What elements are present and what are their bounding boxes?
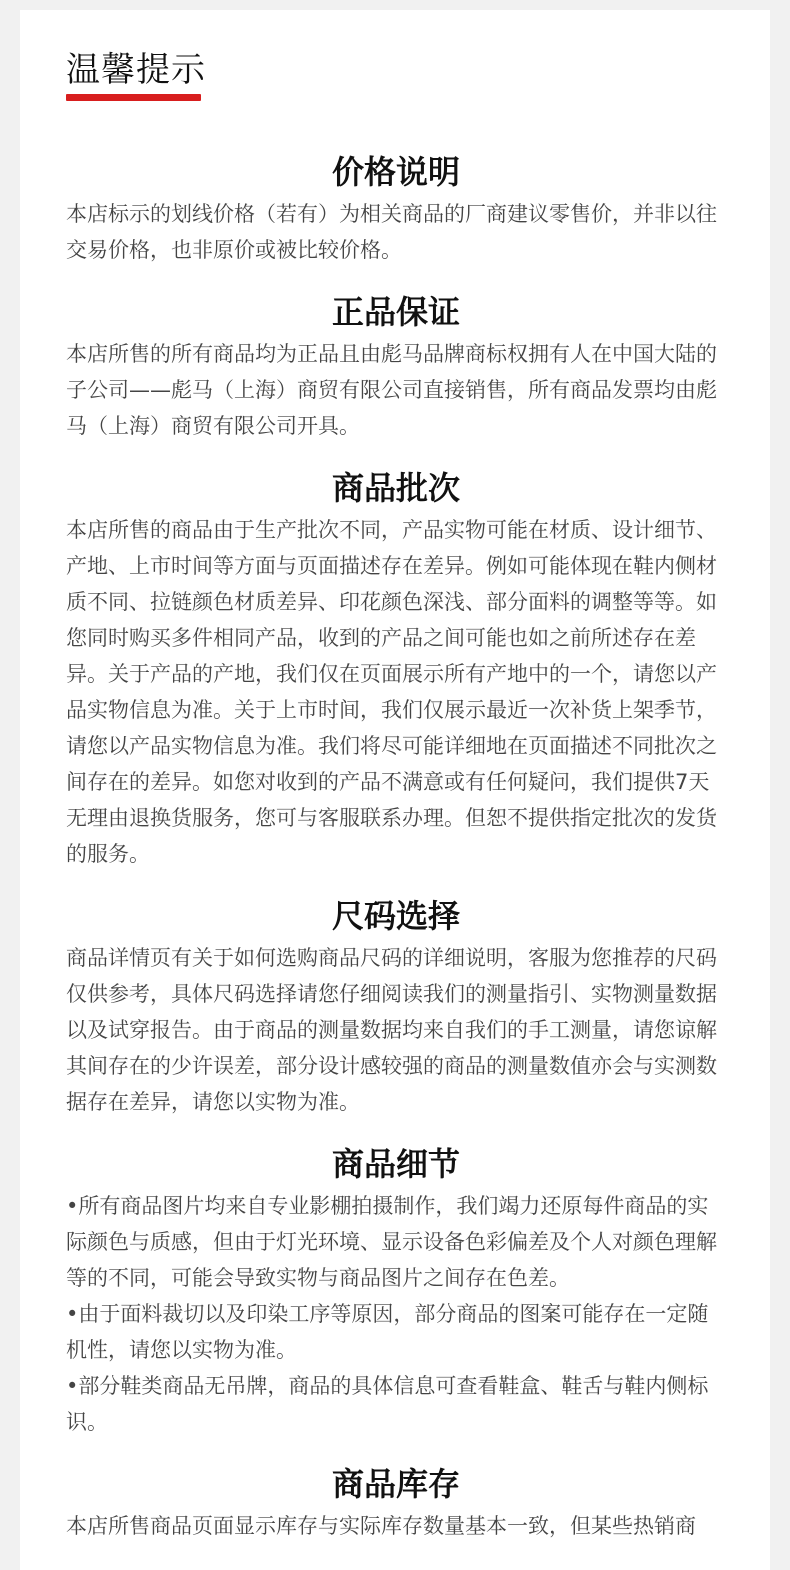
- section-batch: [66, 466, 726, 872]
- section-heading: 商品批次: [331, 469, 460, 507]
- section-heading: 价格说明: [331, 153, 460, 191]
- sections-container: [66, 150, 726, 1544]
- section-paragraph: 商品详情页有关于如何选购商品尺码的详细说明，客服为您推荐的尺码仅供参考，具体尺码选择请您仔细阅读我们的测量指引、实物测量数据以及试穿报告。由于商品的测量数据均来自我们的手工测量，请您谅解其间存在的少许误差，部分设计感较强的商品的测量数值亦会与实测数据存在差异，请您以实物为准。: [66, 946, 717, 1114]
- section-price-notice: [66, 150, 726, 268]
- section-body: [66, 1508, 726, 1544]
- section-stock: [66, 1462, 726, 1544]
- notice-card: [20, 10, 770, 1570]
- section-body: [66, 196, 726, 268]
- section-paragraph: •所有商品图片均来自专业影棚拍摄制作，我们竭力还原每件商品的实际颜色与质感，但由于灯光环境、显示设备色彩偏差及个人对颜色理解等的不同，可能会导致实物与商品图片之间存在色差。: [66, 1194, 717, 1290]
- section-paragraph: 本店所售的商品由于生产批次不同，产品实物可能在材质、设计细节、产地、上市时间等方面与页面描述存在差异。例如可能体现在鞋内侧材质不同、拉链颜色材质差异、印花颜色深浅、部分面料的调整等等。如您同时购买多件相同产品，收到的产品之间可能也如之前所述存在差异。关于产品的产地，我们仅在页面展示所有产地中的一个，请您以产品实物信息为准。关于上市时间，我们仅展示最近一次补货上架季节，请您以产品实物信息为准。我们将尽可能详细地在页面描述不同批次之间存在的差异。如您对收到的产品不满意或有任何疑问，我们提供7天无理由退换货服务，您可与客服联系办理。但恕不提供指定批次的发货的服务。: [66, 518, 717, 866]
- section-paragraph: •部分鞋类商品无吊牌，商品的具体信息可查看鞋盒、鞋舌与鞋内侧标识。: [66, 1374, 709, 1434]
- section-size: [66, 894, 726, 1120]
- section-heading: 正品保证: [331, 293, 460, 331]
- section-body: [66, 940, 726, 1120]
- page-title: 温馨提示: [66, 50, 206, 90]
- section-body: [66, 336, 726, 444]
- section-body: [66, 512, 726, 872]
- page-title-block: [66, 50, 206, 101]
- section-paragraph: 本店所售的所有商品均为正品且由彪马品牌商标权拥有人在中国大陆的子公司——彪马（上海）商贸有限公司直接销售，所有商品发票均由彪马（上海）商贸有限公司开具。: [66, 342, 717, 438]
- section-heading: 商品库存: [331, 1465, 460, 1503]
- section-heading: 尺码选择: [331, 897, 460, 935]
- section-authenticity: [66, 290, 726, 444]
- section-paragraph: 本店标示的划线价格（若有）为相关商品的厂商建议零售价，并非以往交易价格，也非原价或被比较价格。: [66, 202, 717, 262]
- section-heading: 商品细节: [331, 1145, 460, 1183]
- section-body: [66, 1188, 726, 1440]
- title-underline: [66, 94, 201, 101]
- section-paragraph: •由于面料裁切以及印染工序等原因，部分商品的图案可能存在一定随机性，请您以实物为准。: [66, 1302, 709, 1362]
- section-paragraph: 本店所售商品页面显示库存与实际库存数量基本一致，但某些热销商: [66, 1514, 696, 1538]
- section-details: [66, 1142, 726, 1440]
